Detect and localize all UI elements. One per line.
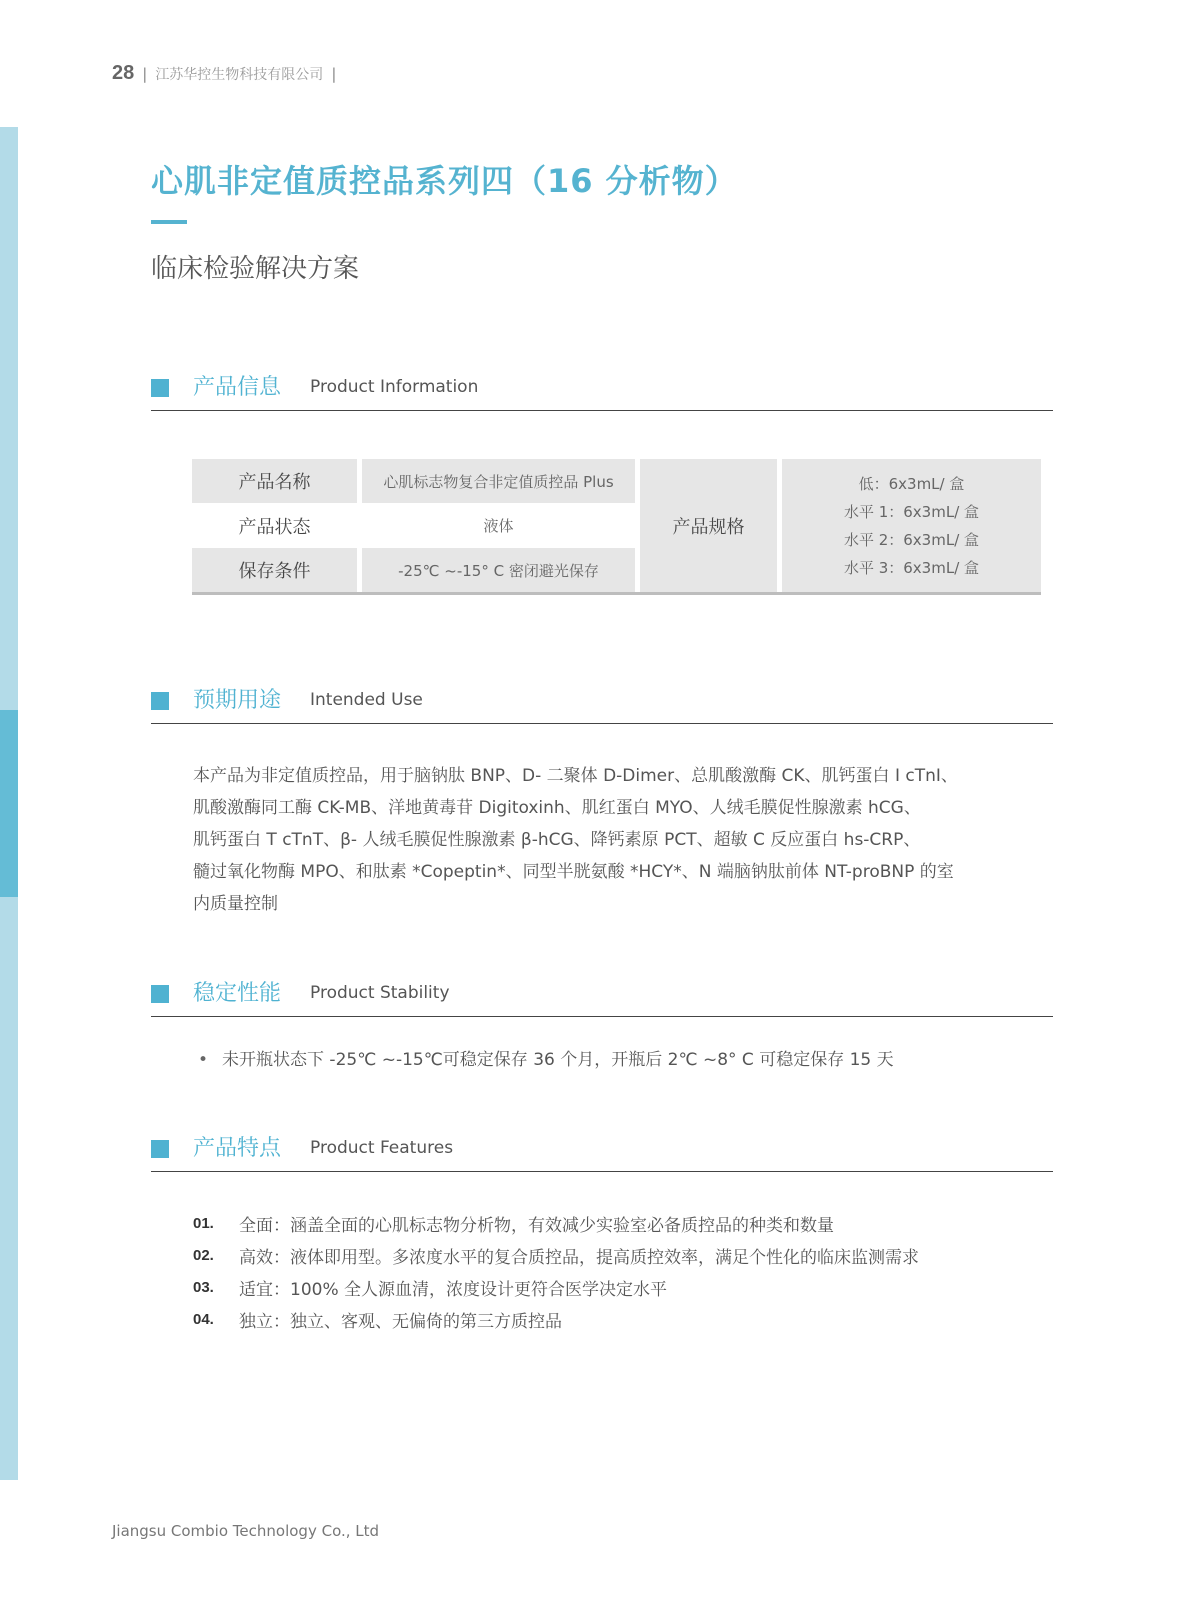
section-title-en: Intended Use (310, 690, 423, 710)
section-title-en: Product Features (310, 1138, 454, 1158)
intended-use-line: 本产品为非定值质控品，用于脑钠肽 BNP、D- 二聚体 D-Dimer、总肌酸激酶 CK、肌钙蛋白 I cTnI、 (193, 766, 958, 786)
page-header (112, 62, 344, 85)
feature-text: 全面：涵盖全面的心肌标志物分析物，有效减少实验室必备质控品的种类和数量 (239, 1215, 834, 1236)
section-title-cn: 预期用途 (193, 688, 282, 713)
intended-use-line: 髓过氧化物酶 MPO、和肽素 *Copeptin*、同型半胱氨酸 *HCY*、N 端脑钠肽前体 NT-proBNP 的室 (193, 862, 954, 882)
feature-number: 03. (193, 1278, 214, 1296)
feature-number: 01. (193, 1214, 214, 1232)
section-square-icon (151, 1140, 169, 1158)
stability-item (198, 1045, 894, 1070)
side-decor-bar-accent (0, 710, 18, 897)
name-value: 心肌标志物复合非定值质控品 Plus (362, 459, 635, 503)
intended-use-text (193, 760, 1055, 920)
storage-label: 保存条件 (192, 548, 357, 592)
bullet-icon: • (198, 1050, 209, 1070)
section-square-icon (151, 692, 169, 710)
section-title-en: Product Information (310, 377, 479, 397)
section-square-icon (151, 379, 169, 397)
section-title-cn: 产品特点 (193, 1136, 282, 1161)
header-divider-end: | (331, 64, 337, 83)
table-bottom-border (192, 592, 1041, 595)
section-stability (151, 972, 1053, 1017)
feature-item (193, 1303, 1073, 1335)
storage-value: -25℃ ~-15° C 密闭避光保存 (362, 548, 635, 592)
feature-text: 独立：独立、客观、无偏倚的第三方质控品 (239, 1311, 562, 1332)
name-label: 产品名称 (192, 459, 357, 503)
company-name: 江苏华控生物科技有限公司 (155, 66, 324, 83)
page-title: 心肌非定值质控品系列四（16 分析物） (151, 162, 738, 200)
state-value: 液体 (362, 503, 635, 548)
intended-use-line: 内质量控制 (193, 894, 278, 914)
spec-value-level3: 水平 3：6x3mL/ 盒 (843, 558, 980, 577)
page-number: 28 (112, 62, 135, 84)
feature-item (193, 1207, 1073, 1239)
spec-label: 产品规格 (640, 459, 777, 592)
state-label: 产品状态 (192, 503, 357, 548)
spec-value-level2: 水平 2：6x3mL/ 盒 (843, 530, 980, 549)
intended-use-line: 肌酸激酶同工酶 CK-MB、洋地黄毒苷 Digitoxinh、肌红蛋白 MYO、人绒毛膜促性腺激素 hCG、 (193, 798, 921, 818)
intended-use-line: 肌钙蛋白 T cTnT、β- 人绒毛膜促性腺激素 β-hCG、降钙素原 PCT、超敏 C 反应蛋白 hs-CRP、 (193, 830, 921, 850)
feature-list (193, 1207, 1073, 1335)
section-features (151, 1127, 1053, 1172)
section-title-en: Product Stability (310, 983, 450, 1003)
section-square-icon (151, 985, 169, 1003)
feature-number: 04. (193, 1310, 214, 1328)
feature-item (193, 1239, 1073, 1271)
feature-text: 适宜：100% 全人源血清，浓度设计更符合医学决定水平 (239, 1279, 668, 1300)
section-title-cn: 稳定性能 (193, 981, 282, 1006)
feature-item (193, 1271, 1073, 1303)
section-title-cn: 产品信息 (193, 375, 282, 400)
stability-text: 未开瓶状态下 -25℃ ~-15℃可稳定保存 36 个月，开瓶后 2℃ ~8° C 可稳定保存 15 天 (222, 1050, 894, 1070)
product-info-table (192, 459, 1041, 595)
spec-value-low: 低：6x3mL/ 盒 (858, 474, 965, 493)
feature-text: 高效：液体即用型。多浓度水平的复合质控品，提高质控效率，满足个性化的临床监测需求 (239, 1247, 919, 1268)
page-subtitle: 临床检验解决方案 (151, 254, 360, 284)
feature-number: 02. (193, 1246, 214, 1264)
spec-values (782, 459, 1041, 592)
header-divider: | (142, 64, 148, 83)
section-product-info (151, 366, 1053, 411)
section-intended-use (151, 679, 1053, 724)
spec-value-level1: 水平 1：6x3mL/ 盒 (843, 502, 980, 521)
title-underline (151, 220, 187, 224)
page-footer: Jiangsu Combio Technology Co., Ltd (112, 1522, 380, 1540)
